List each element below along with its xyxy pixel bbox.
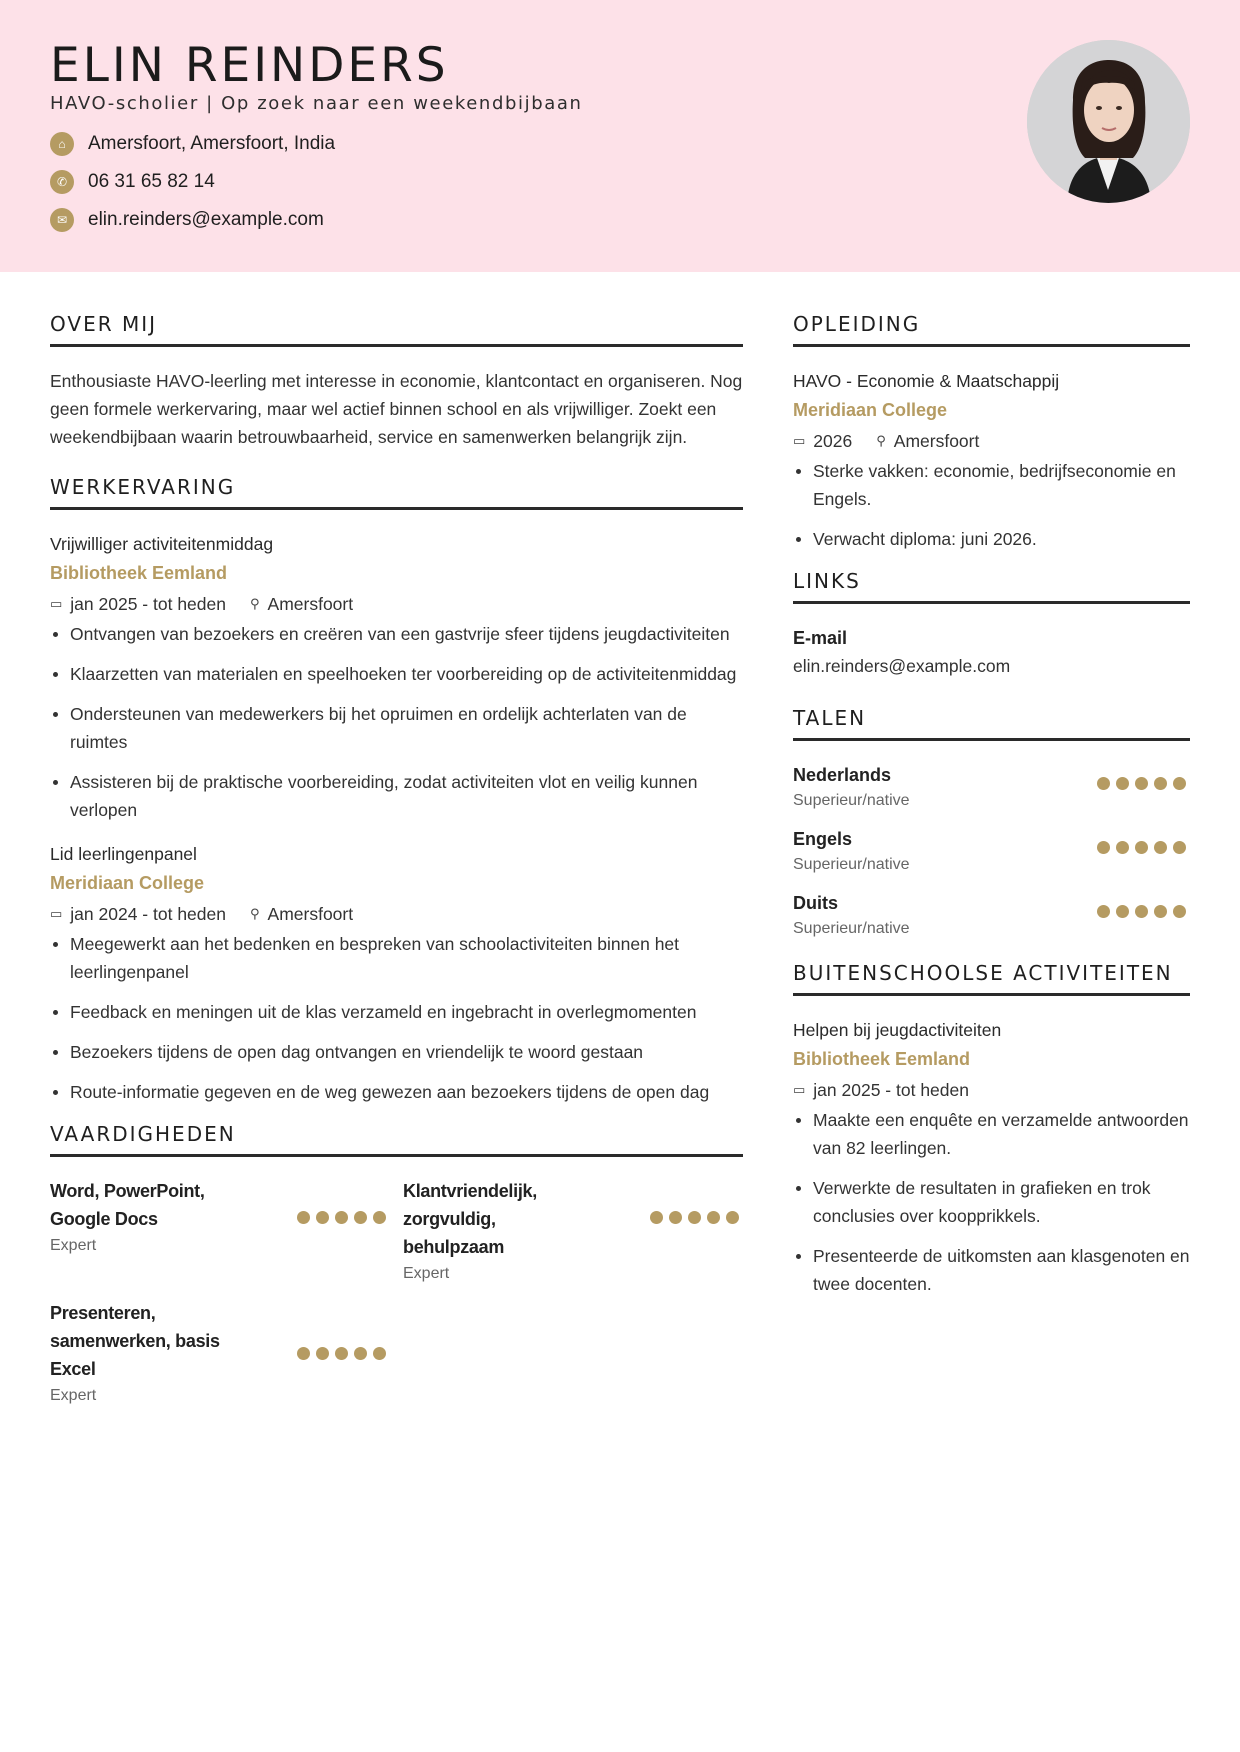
portrait-illustration — [1027, 40, 1190, 203]
skill-level: Expert — [403, 1265, 450, 1282]
rating-dot — [297, 1211, 310, 1224]
rating-dot — [688, 1211, 701, 1224]
education-title: OPLEIDING — [793, 312, 1190, 347]
languages-section — [793, 706, 1190, 941]
calendar-icon: ▭ — [793, 433, 806, 448]
address-text: Amersfoort, Amersfoort, India — [88, 133, 336, 154]
language-item — [793, 825, 1190, 877]
job-bullet: Route-informatie gegeven en de weg gewezen aan bezoekers tijdens de open dag — [50, 1078, 743, 1106]
education-location: Amersfoort — [893, 431, 980, 451]
education-bullet: Sterke vakken: economie, bedrijfseconomie en Engels. — [793, 457, 1190, 513]
skill-name: Word, PowerPoint, Google Docs — [50, 1181, 205, 1229]
rating-dot — [1097, 841, 1110, 854]
profile-photo — [1027, 40, 1190, 203]
job-bullet: Meegewerkt aan het bedenken en bespreken van schoolactiviteiten binnen het leerlingenpanel — [50, 930, 743, 986]
job-bullets — [50, 930, 743, 1106]
rating-dot — [1135, 777, 1148, 790]
candidate-name: ELIN REINDERS — [50, 38, 449, 93]
mail-icon: ✉ — [50, 208, 74, 232]
rating-dot — [373, 1347, 386, 1360]
job-location: Amersfoort — [267, 904, 354, 924]
location-pin-icon: ⚲ — [249, 906, 260, 921]
activity-dates: jan 2025 - tot heden — [813, 1080, 969, 1100]
skill-item — [50, 1177, 390, 1287]
job-bullet: Bezoekers tijdens de open dag ontvangen en vriendelijk te woord gestaan — [50, 1038, 743, 1066]
job-dates: jan 2025 - tot heden — [70, 594, 226, 614]
links-section — [793, 569, 1190, 680]
links-title: LINKS — [793, 569, 1190, 604]
rating-dot — [1173, 841, 1186, 854]
language-name: Duits — [793, 893, 838, 913]
rating-dot — [1097, 777, 1110, 790]
rating-dot — [316, 1347, 329, 1360]
education-school: Meridiaan College — [793, 400, 948, 420]
skill-item — [50, 1299, 390, 1409]
rating-dot — [1097, 905, 1110, 918]
rating-dot — [650, 1211, 663, 1224]
activity-bullet: Verwerkte de resultaten in grafieken en trok conclusies over koopprikkels. — [793, 1174, 1190, 1230]
job-bullets — [50, 620, 743, 824]
rating-dot — [1116, 777, 1129, 790]
skill-level: Expert — [50, 1237, 97, 1254]
languages-title: TALEN — [793, 706, 1190, 741]
job-title: Vrijwilliger activiteitenmiddag — [50, 534, 274, 554]
rating-dot — [354, 1347, 367, 1360]
candidate-headline: HAVO-scholier | Op zoek naar een weekendbijbaan — [50, 93, 583, 114]
education-section — [793, 312, 1190, 553]
rating-dot — [1135, 905, 1148, 918]
job-bullet: Klaarzetten van materialen en speelhoeken ter voorbereiding op de activiteitenmiddag — [50, 660, 743, 688]
rating-dot — [1116, 905, 1129, 918]
job-entry — [50, 840, 743, 1106]
job-bullet: Ondersteunen van medewerkers bij het opruimen en ordelijk achterlaten van de ruimtes — [50, 700, 743, 756]
experience-section — [50, 475, 743, 1106]
contact-email[interactable] — [50, 208, 324, 232]
experience-title: WERKERVARING — [50, 475, 743, 510]
education-bullets — [793, 457, 1190, 553]
skill-rating — [650, 1211, 739, 1224]
job-meta — [50, 898, 743, 930]
rating-dot — [726, 1211, 739, 1224]
left-column — [50, 312, 743, 1409]
about-title: OVER MIJ — [50, 312, 743, 347]
job-location: Amersfoort — [267, 594, 354, 614]
about-section — [50, 312, 743, 451]
activity-org: Bibliotheek Eemland — [793, 1049, 971, 1069]
rating-dot — [707, 1211, 720, 1224]
rating-dot — [316, 1211, 329, 1224]
phone-icon: ✆ — [50, 170, 74, 194]
activity-bullets — [793, 1106, 1190, 1298]
skill-item — [403, 1177, 743, 1287]
skill-rating — [297, 1211, 386, 1224]
job-company: Bibliotheek Eemland — [50, 563, 228, 583]
language-item — [793, 761, 1190, 813]
activity-meta — [793, 1074, 1190, 1106]
activities-section — [793, 961, 1190, 1298]
job-bullet: Feedback en meningen uit de klas verzameld en ingebracht in overlegmomenten — [50, 998, 743, 1026]
location-pin-icon: ⚲ — [876, 433, 886, 448]
skill-name: Klantvriendelijk, zorgvuldig, behulpzaam — [403, 1181, 537, 1257]
rating-dot — [1173, 777, 1186, 790]
education-degree: HAVO - Economie & Maatschappij — [793, 371, 1060, 391]
education-meta — [793, 425, 1190, 457]
calendar-icon: ▭ — [793, 1082, 806, 1097]
activities-title: BUITENSCHOOLSE ACTIVITEITEN — [793, 961, 1190, 996]
rating-dot — [297, 1347, 310, 1360]
language-rating — [1097, 905, 1186, 918]
phone-text: 06 31 65 82 14 — [88, 171, 215, 192]
skill-rating — [297, 1347, 386, 1360]
rating-dot — [1154, 905, 1167, 918]
job-company: Meridiaan College — [50, 873, 205, 893]
calendar-icon: ▭ — [50, 906, 63, 921]
skill-name: Presenteren, samenwerken, basis Excel — [50, 1303, 220, 1379]
home-icon: ⌂ — [50, 132, 74, 156]
job-entry — [50, 530, 743, 824]
language-level: Superieur/native — [793, 856, 910, 873]
resume-header — [0, 0, 1240, 272]
language-name: Engels — [793, 829, 853, 849]
skills-section — [50, 1122, 743, 1409]
job-bullet: Assisteren bij de praktische voorbereiding, zodat activiteiten vlot en veilig kunnen verlopen — [50, 768, 743, 824]
skills-title: VAARDIGHEDEN — [50, 1122, 743, 1157]
link-label: E-mail — [793, 628, 848, 648]
job-title: Lid leerlingenpanel — [50, 844, 197, 864]
contact-phone — [50, 170, 215, 194]
rating-dot — [335, 1347, 348, 1360]
about-text: Enthousiaste HAVO-leerling met interesse in economie, klantcontact en organiseren. Nog geen formele werkervaring, maar wel actief binnen school en als vrijwilliger. Zoekt een weekendbijbaan waarin betrouwbaarheid, service en samenwerken belangrijk zijn. — [50, 371, 743, 447]
calendar-icon: ▭ — [50, 596, 63, 611]
location-pin-icon: ⚲ — [249, 596, 260, 611]
activity-role: Helpen bij jeugdactiviteiten — [793, 1020, 1002, 1040]
rating-dot — [1154, 841, 1167, 854]
rating-dot — [373, 1211, 386, 1224]
activity-bullet: Maakte een enquête en verzamelde antwoorden van 82 leerlingen. — [793, 1106, 1190, 1162]
language-level: Superieur/native — [793, 792, 910, 809]
rating-dot — [669, 1211, 682, 1224]
job-dates: jan 2024 - tot heden — [70, 904, 226, 924]
language-rating — [1097, 777, 1186, 790]
language-level: Superieur/native — [793, 920, 910, 937]
rating-dot — [354, 1211, 367, 1224]
job-meta — [50, 588, 743, 620]
job-bullet: Ontvangen van bezoekers en creëren van een gastvrije sfeer tijdens jeugdactiviteiten — [50, 620, 743, 648]
skills-grid — [50, 1177, 743, 1409]
language-item — [793, 889, 1190, 941]
rating-dot — [1154, 777, 1167, 790]
rating-dot — [1116, 841, 1129, 854]
language-name: Nederlands — [793, 765, 892, 785]
language-rating — [1097, 841, 1186, 854]
education-bullet: Verwacht diploma: juni 2026. — [793, 525, 1190, 553]
rating-dot — [1135, 841, 1148, 854]
link-email[interactable]: elin.reinders@example.com — [793, 656, 1011, 676]
contact-address — [50, 132, 335, 156]
skill-level: Expert — [50, 1387, 97, 1404]
rating-dot — [1173, 905, 1186, 918]
education-year: 2026 — [813, 431, 853, 451]
activity-bullet: Presenteerde de uitkomsten aan klasgenoten en twee docenten. — [793, 1242, 1190, 1298]
rating-dot — [335, 1211, 348, 1224]
email-text[interactable]: elin.reinders@example.com — [88, 209, 324, 230]
right-column — [793, 312, 1190, 1310]
